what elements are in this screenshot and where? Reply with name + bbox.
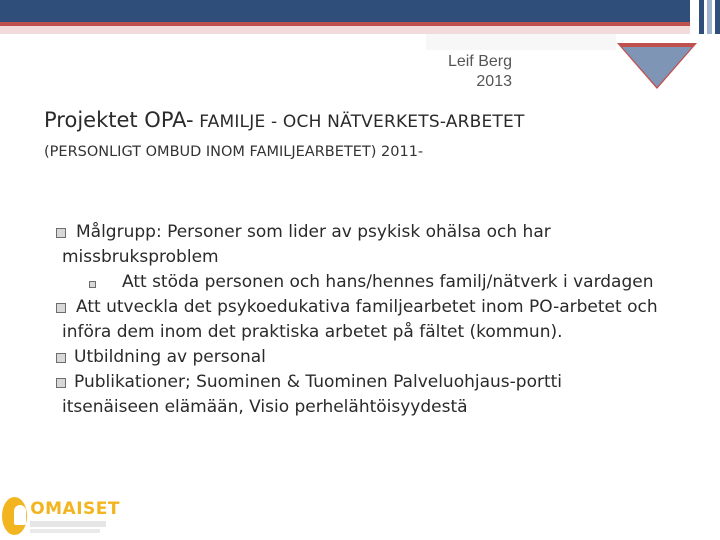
bullet-item [62, 345, 662, 370]
logo-figure-icon [2, 497, 27, 535]
bullet-text-training: Utbildning av personal [74, 347, 266, 367]
sub-bullet-item [62, 270, 662, 295]
slide-title [44, 108, 684, 132]
author-name: Leif Berg [447, 53, 512, 70]
small-square-bullet-icon [89, 281, 96, 288]
header-box [426, 34, 616, 50]
slide-content [62, 220, 662, 420]
slide-subtitle: (PERSONLIGT OMBUD INOM FAMILJEARBETET) 2011- [44, 144, 424, 160]
corner-decoration [690, 0, 720, 34]
logo-name: OMAISET [30, 498, 120, 519]
omaiset-logo [0, 493, 120, 539]
bullet-text-development: Att utveckla det psykoedukativa familjearbetet inom PO-arbetet och införa dem inom det praktiska arbetet på fältet (kommun). [62, 297, 658, 342]
logo-tagline-line [30, 529, 100, 533]
bullet-item [62, 295, 662, 345]
square-bullet-icon [56, 228, 66, 238]
title-lead: Projektet OPA- [44, 108, 194, 132]
square-bullet-icon [56, 378, 66, 388]
title-rest: FAMILJE - OCH NÄTVERKETS-ARBETET [193, 112, 525, 132]
triangle-decoration [622, 47, 692, 87]
top-decorative-band [0, 0, 690, 22]
author-block [420, 52, 512, 92]
logo-tagline-line [30, 521, 106, 527]
bullet-text-target-group: Målgrupp: Personer som lider av psykisk ohälsa och har missbruksproblem [62, 222, 551, 267]
author-year: 2013 [476, 73, 512, 90]
bullet-item [62, 220, 662, 270]
square-bullet-icon [56, 353, 66, 363]
sub-bullet-text: Att stöda personen och hans/hennes familj/nätverk i vardagen [122, 272, 654, 292]
logo-text-block [30, 500, 120, 533]
top-light-stripe [0, 26, 690, 34]
square-bullet-icon [56, 303, 66, 313]
bullet-text-publications: Publikationer; Suominen & Tuominen Palveluohjaus-portti itsenäiseen elämään, Visio perhelähtöisyydestä [62, 372, 563, 417]
bullet-item [62, 370, 662, 420]
